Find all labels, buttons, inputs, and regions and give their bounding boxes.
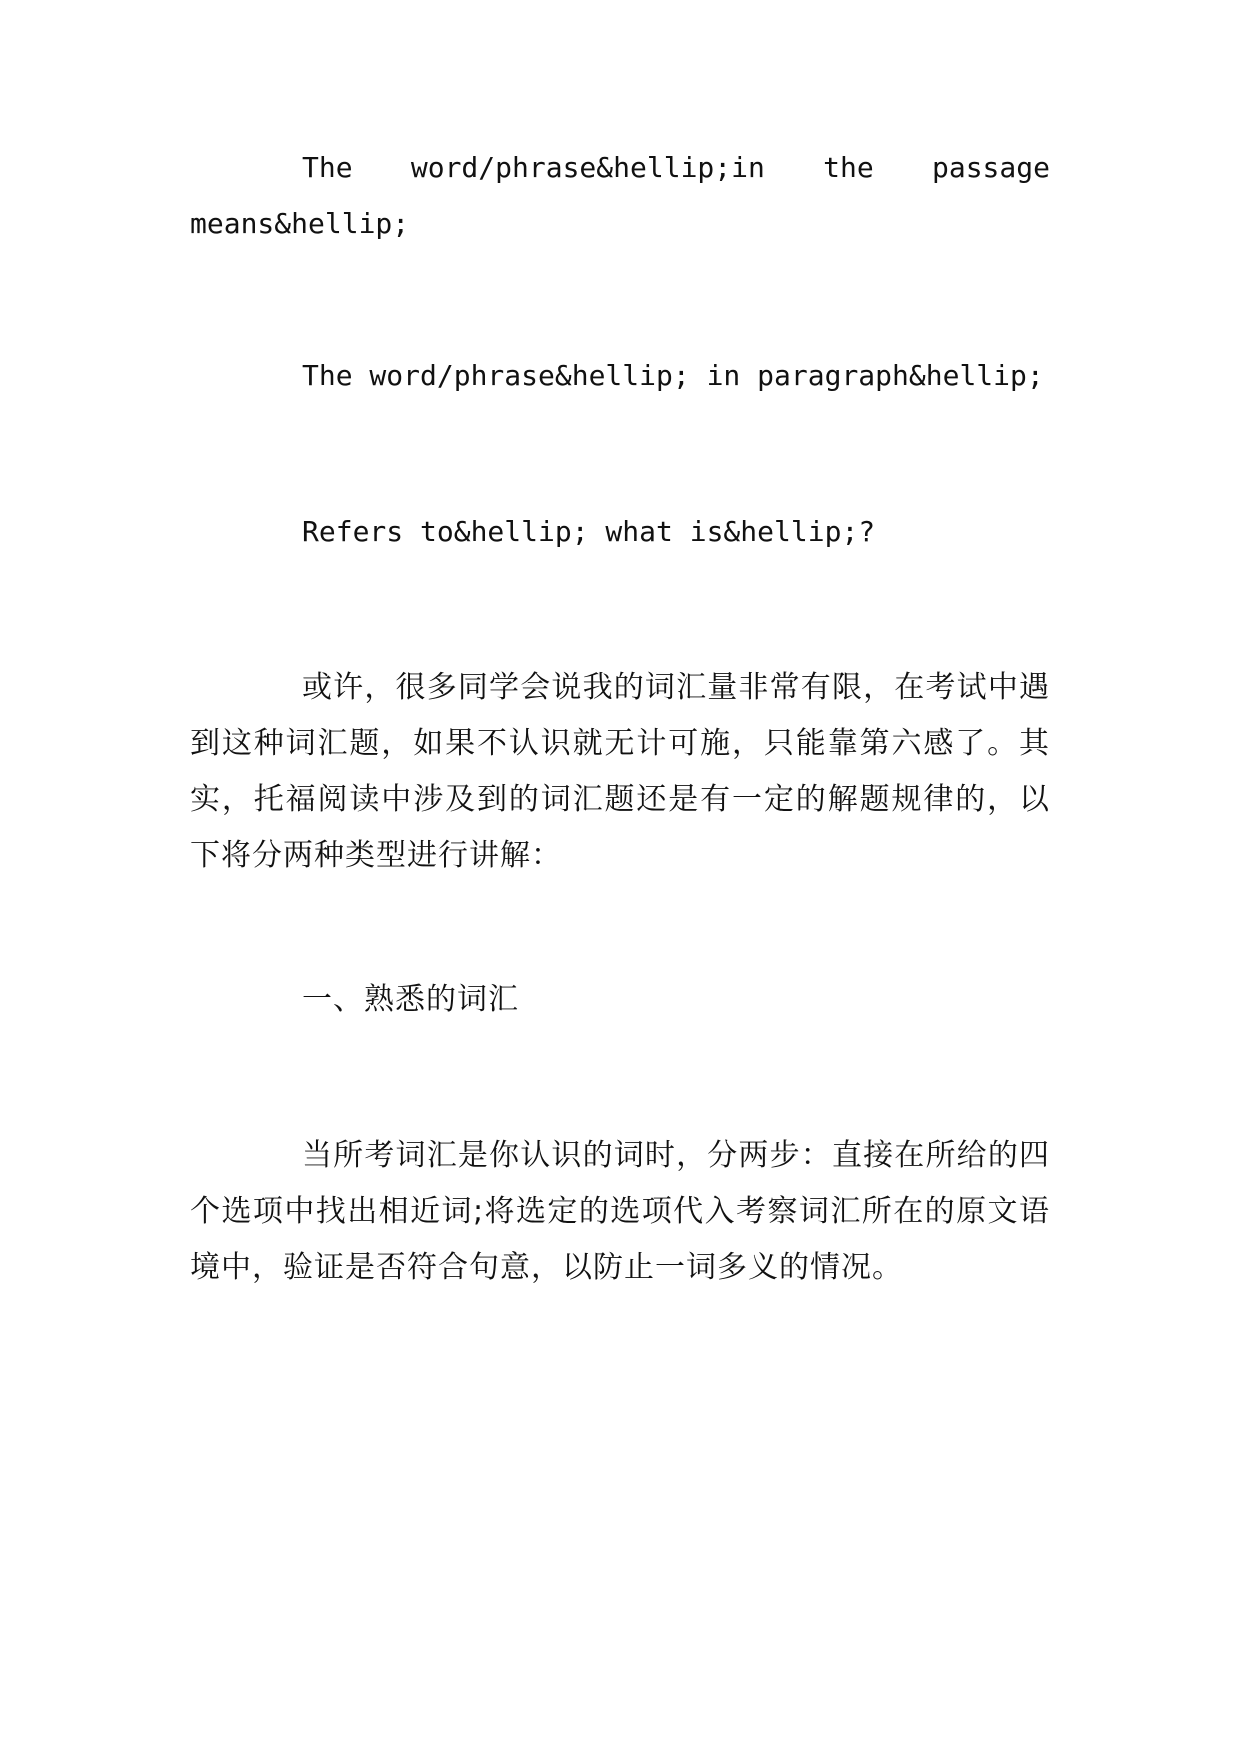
paragraph-familiar-words: 当所考词汇是你认识的词时，分两步：直接在所给的四个选项中找出相近词;将选定的选项代入考察词汇所在的原文语境中，验证是否符合句意，以防止一词多义的情况。 xyxy=(190,1138,1050,1285)
section-heading: 一、熟悉的词汇 xyxy=(302,982,519,1017)
paragraph-question-format-1 xyxy=(190,140,1050,252)
paragraph-line: means&hellip; xyxy=(190,207,410,240)
paragraph-question-format-2: The word/phrase&hellip; in paragraph&hellip; xyxy=(302,359,1044,392)
paragraph-question-format-3: Refers to&hellip; what is&hellip;? xyxy=(302,515,876,548)
paragraph-intro: 或许，很多同学会说我的词汇量非常有限，在考试中遇到这种词汇题，如果不认识就无计可施，只能靠第六感了。其实，托福阅读中涉及到的词汇题还是有一定的解题规律的，以下将分两种类型进行讲解： xyxy=(190,670,1050,873)
paragraph-line: The word/phrase&hellip;in the passage xyxy=(302,151,1050,184)
